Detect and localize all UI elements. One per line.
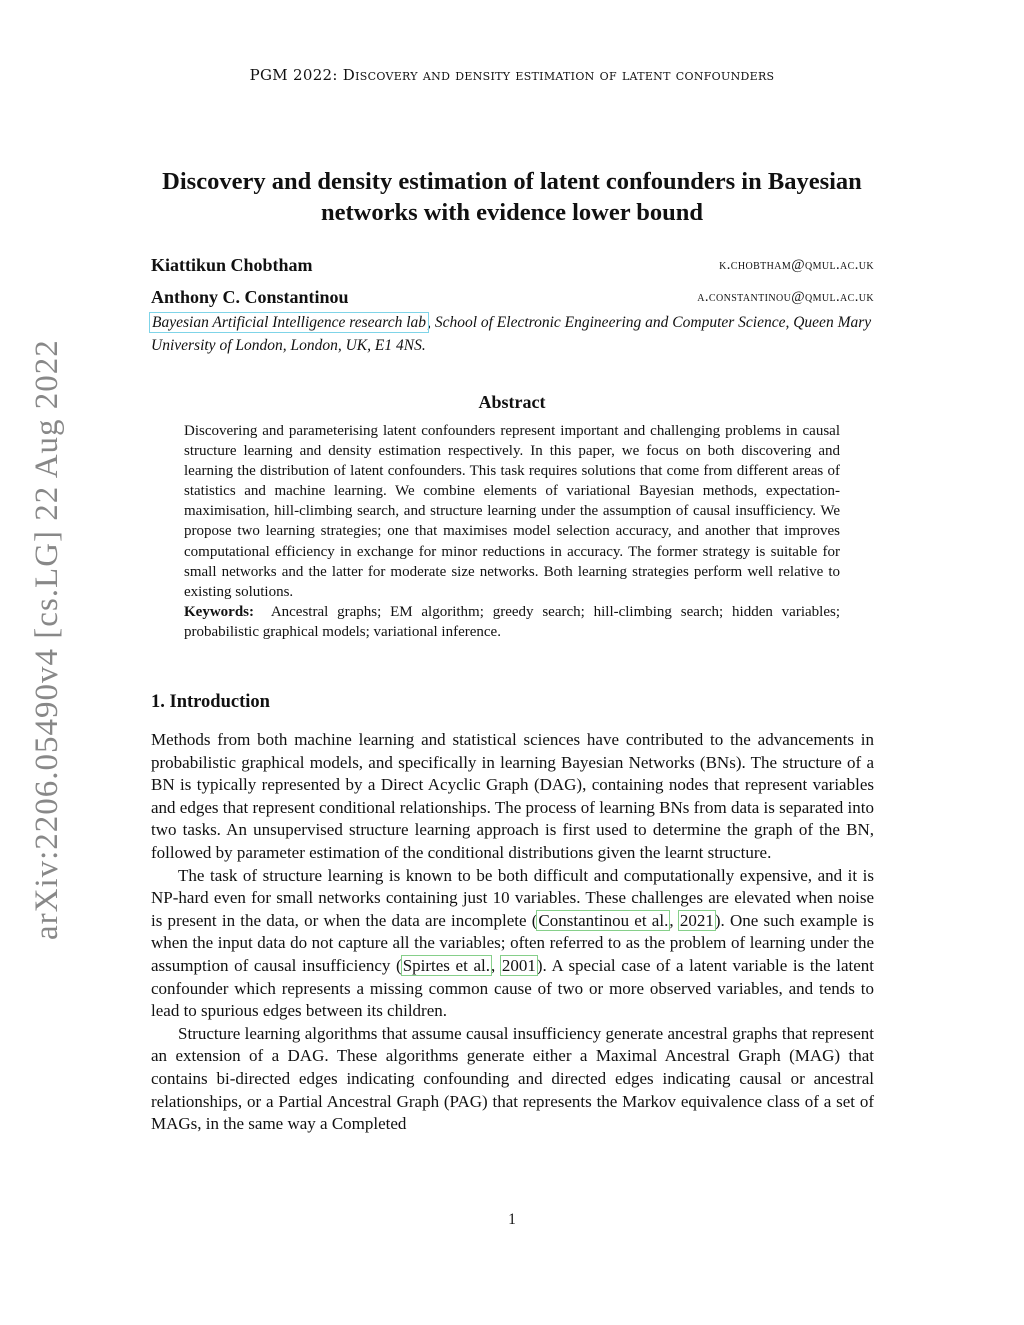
abstract-block bbox=[184, 421, 840, 642]
citation-link[interactable]: 2001 bbox=[501, 955, 536, 975]
paragraph-1: Methods from both machine learning and statistical sciences have contributed to the advancements in probabilistic graphical models, and specifically in learning Bayesian Networks (BNs). The structure of a BN is typically represented by a Direct Acyclic Graph (DAG), containing nodes that represent variables and edges that represent conditional relationships. The process of learning BNs from data is separated into two tasks. An unsupervised structure learning approach is first used to determine the graph of the BN, followed by parameter estimation of the conditional distributions given the learnt structure. bbox=[151, 730, 874, 862]
section-heading-introduction: 1. Introduction bbox=[151, 692, 270, 712]
citation-link[interactable]: Spirtes et al. bbox=[402, 955, 490, 975]
keywords bbox=[184, 602, 840, 642]
paragraph-text: ). A special case of a latent variable is the latent confounder which represents a missing common cause of two or more observed variables, and tends to lead to spurious edges between its children. bbox=[151, 955, 875, 1021]
citation-separator: , bbox=[669, 910, 679, 930]
abstract-text: Discovering and parameterising latent confounders represent important and challenging problems in causal structure learning and density estimation respectively. In this paper, we focus on both discovering and learning the distribution of latent confounders. This task requires solutions that come from different areas of statistics and machine learning. We combine elements of variational Bayesian methods, expectation-maximisation, hill-climbing search, and structure learning under the assumption of causal insufficiency. We propose two learning strategies; one that maximises model selection accuracy, and another that improves computational efficiency in exchange for minor reductions in accuracy. The former strategy is suitable for small networks and the latter for moderate size networks. Both learning strategies perform well relative to existing solutions. bbox=[184, 423, 840, 600]
author-email[interactable]: k.chobtham@qmul.ac.uk bbox=[719, 257, 874, 273]
paragraph-text: ). One such example is when the input data do not capture all the variables; often referred to as the problem of learning under the assumption of causal insufficiency ( bbox=[151, 910, 875, 975]
page-number: 1 bbox=[508, 1211, 516, 1228]
affiliation bbox=[151, 311, 874, 357]
citation-separator: , bbox=[490, 955, 501, 975]
citation-link[interactable]: 2021 bbox=[679, 910, 714, 930]
author-name: Anthony C. Constantinou bbox=[151, 287, 349, 307]
citation-link[interactable]: Constantinou et al. bbox=[538, 910, 669, 930]
author-row-2 bbox=[151, 287, 874, 311]
paragraph-text: The task of structure learning is known to be both difficult and computationally expensive, and it is NP-hard even for small networks containing just 10 variables. These challenges are elevated when noise is present in the data, or when the data are incomplete ( bbox=[151, 865, 874, 930]
author-row-1 bbox=[151, 255, 874, 279]
author-name: Kiattikun Chobtham bbox=[151, 255, 313, 275]
paragraph-2 bbox=[151, 865, 874, 1023]
keywords-text: Ancestral graphs; EM algorithm; greedy search; hill-climbing search; hidden variables; probabilistic graphical models; variational inference. bbox=[184, 603, 840, 640]
lab-link[interactable]: Bayesian Artificial Intelligence research lab bbox=[152, 314, 427, 331]
author-email[interactable]: a.constantinou@qmul.ac.uk bbox=[697, 289, 874, 305]
running-head: PGM 2022: Discovery and density estimation of latent confounders bbox=[249, 66, 775, 84]
affiliation-text: , School of Electronic Engineering and Computer Science, Queen Mary University of London, London, UK, E1 4NS. bbox=[151, 314, 872, 354]
paper-title: Discovery and density estimation of latent confounders in Bayesian networks with evidence lower bound bbox=[162, 168, 862, 226]
introduction-body bbox=[151, 729, 874, 1136]
arxiv-identifier-stamp: arXiv:2206.05490v4 [cs.LG] 22 Aug 2022 bbox=[29, 339, 65, 940]
paragraph-3: Structure learning algorithms that assume causal insufficiency generate ancestral graphs that represent an extension of a DAG. These algorithms generate either a Maximal Ancestral Graph (MAG) that contains bi-directed edges indicating confounding and directed edges indicating causal or ancestral relationships, or a Partial Ancestral Graph (PAG) that represents the Markov equivalence class of a set of MAGs, in the same way a Completed bbox=[151, 1023, 874, 1134]
abstract-heading: Abstract bbox=[478, 392, 546, 412]
keywords-label: Keywords: bbox=[184, 603, 254, 620]
